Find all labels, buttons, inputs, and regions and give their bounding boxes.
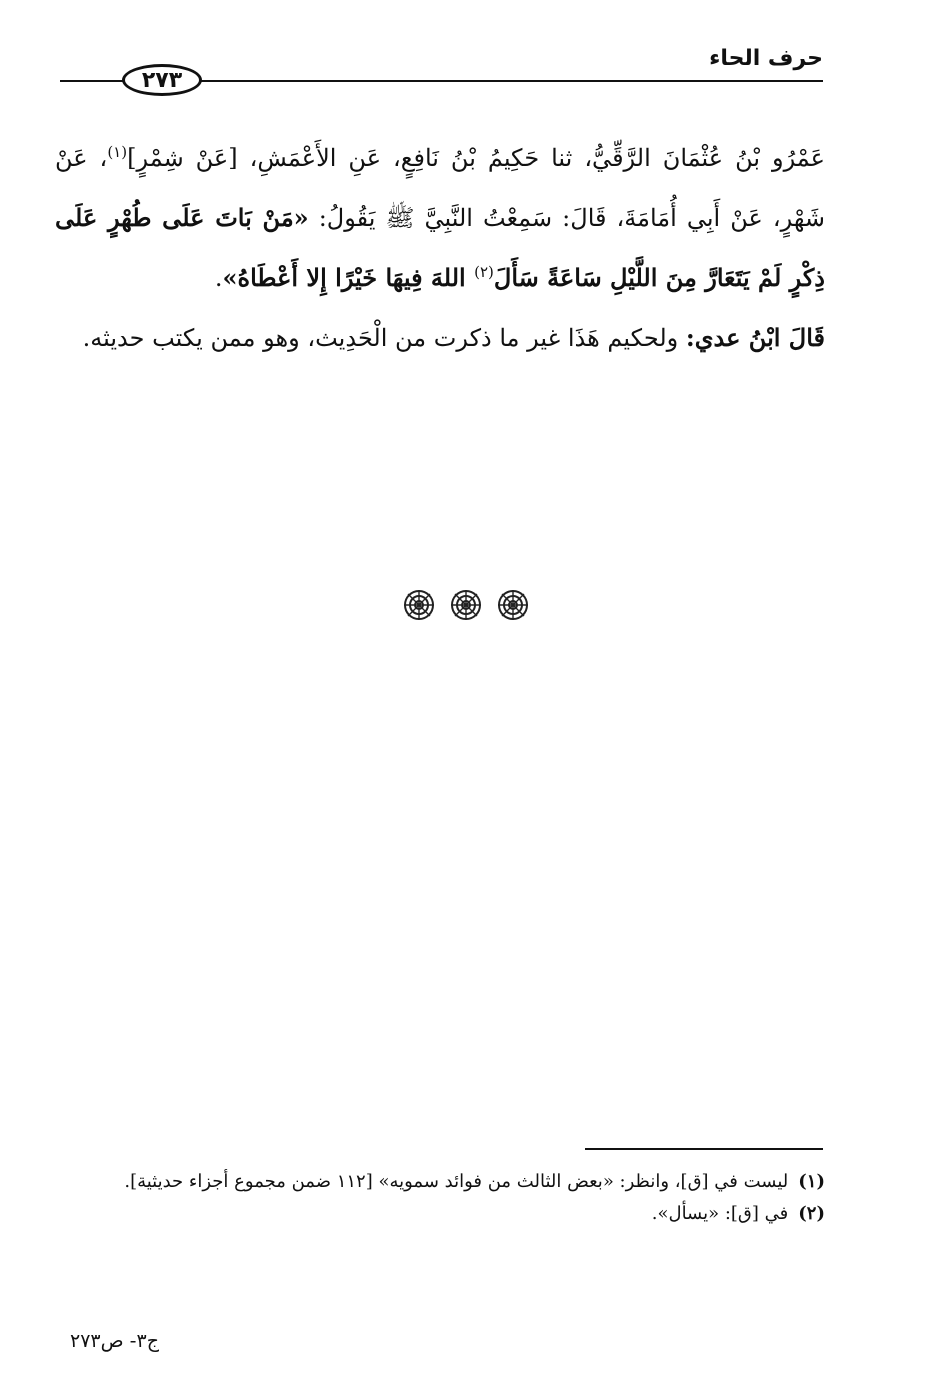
page-header	[60, 40, 823, 100]
commentary-paragraph	[55, 308, 825, 368]
page-number-badge: ٢٧٣	[122, 64, 202, 96]
flower-ornament-icon	[496, 588, 530, 622]
footnote-separator	[585, 1148, 823, 1150]
paragraph-end: .	[214, 264, 223, 292]
footnotes	[55, 1166, 825, 1230]
footnote-text: ليست في [ق]، وانظر: «بعض الثالث من فوائد سمويه» [١١٢ ضمن مجموع أجزاء حديثية].	[124, 1171, 789, 1192]
commentary-label: قَالَ ابْنُ عدي:	[685, 323, 825, 352]
footnote-text: في [ق]: «يسأل».	[651, 1203, 789, 1224]
commentary-text: ولحكيم هَذَا غير ما ذكرت من الْحَدِيث، وهو ممن يكتب حديثه.	[82, 324, 686, 352]
flower-ornament-icon	[449, 588, 483, 622]
isnad-part-1: عَمْرُو بْنُ عُثْمَانَ الرَّقِّيُّ، ثنا حَكِيمُ بْنُ نَافِعٍ، عَنِ الأَعْمَشِ، [عَنْ شِمْرٍ]	[127, 144, 826, 172]
main-text	[55, 128, 825, 368]
hadith-matn-1: «مَنْ بَاتَ عَلَى طُهْرٍ عَلَى ذِكْرٍ لَمْ يَتَعَارَّ مِنَ اللَّيْلِ سَاعَةً سَأَلَ	[55, 203, 825, 292]
hadith-paragraph	[55, 128, 825, 308]
footnote-2	[55, 1198, 825, 1230]
footnote-number: (١)	[798, 1171, 825, 1192]
hadith-matn-2: اللهَ فِيهَا خَيْرًا إِلا أَعْطَاهُ»	[222, 263, 475, 292]
section-ornament	[0, 588, 932, 626]
volume-page-reference: ج٣- ص٢٧٣	[70, 1330, 159, 1352]
footnote-ref-1[interactable]: (١)	[107, 143, 128, 161]
flower-ornament-icon	[402, 588, 436, 622]
chapter-title: حرف الحاء	[709, 46, 823, 71]
isnad-part-2: ، عَنْ شَهْرٍ، عَنْ أَبِي أُمَامَةَ، قَالَ: سَمِعْتُ النَّبِيَّ ﷺ يَقُولُ:	[55, 144, 825, 232]
footnote-ref-2[interactable]: (٢)	[474, 263, 494, 281]
footnote-number: (٢)	[798, 1203, 825, 1224]
footnote-1	[55, 1166, 825, 1198]
